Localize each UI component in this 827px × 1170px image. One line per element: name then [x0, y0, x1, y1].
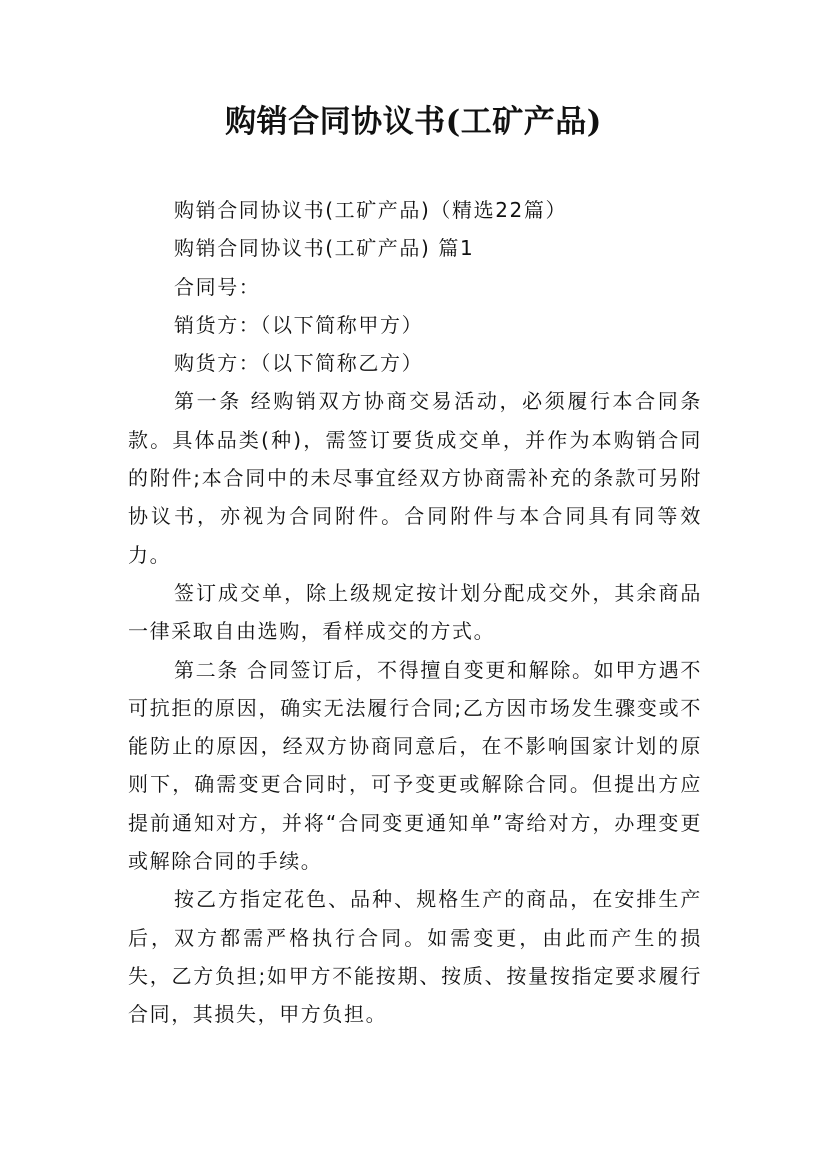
- document-body: [128, 191, 702, 1034]
- contract-number-line: 合同号：: [174, 274, 261, 299]
- section-heading: 购销合同协议书(工矿产品) 篇1: [174, 236, 475, 261]
- buyer-line: 购货方：（以下简称乙方）: [174, 351, 424, 376]
- custom-production-paragraph: 按乙方指定花色、品种、规格生产的商品，在安排生产后，双方都需严格执行合同。如需变更，由此而产生的损失，乙方负担;如甲方不能按期、按质、按量按指定要求履行合同，其损失，甲方负担。: [128, 887, 702, 1027]
- deal-sheet-paragraph: 签订成交单，除上级规定按计划分配成交外，其余商品一律采取自由选购，看样成交的方式。: [128, 580, 702, 644]
- document-title: 购销合同协议书(工矿产品): [225, 104, 602, 140]
- article-1-paragraph: 第一条 经购销双方协商交易活动，必须履行本合同条款。具体品类(种)，需签订要货成交单，并作为本购销合同的附件;本合同中的未尽事宜经双方协商需补充的条款可另附协议书，亦视为合同附件。合同附件与本合同具有同等效力。: [128, 389, 702, 567]
- collection-heading: 购销合同协议书(工矿产品)（精选22篇）: [174, 198, 568, 222]
- article-2-paragraph: 第二条 合同签订后，不得擅自变更和解除。如甲方遇不可抗拒的原因，确实无法履行合同;乙方因市场发生骤变或不能防止的原因，经双方协商同意后，在不影响国家计划的原则下，确需变更合同时，可予变更或解除合同。但提出方应提前通知对方，并将“合同变更通知单”寄给对方，办理变更或解除合同的手续。: [128, 657, 702, 874]
- seller-line: 销货方：（以下简称甲方）: [174, 312, 424, 337]
